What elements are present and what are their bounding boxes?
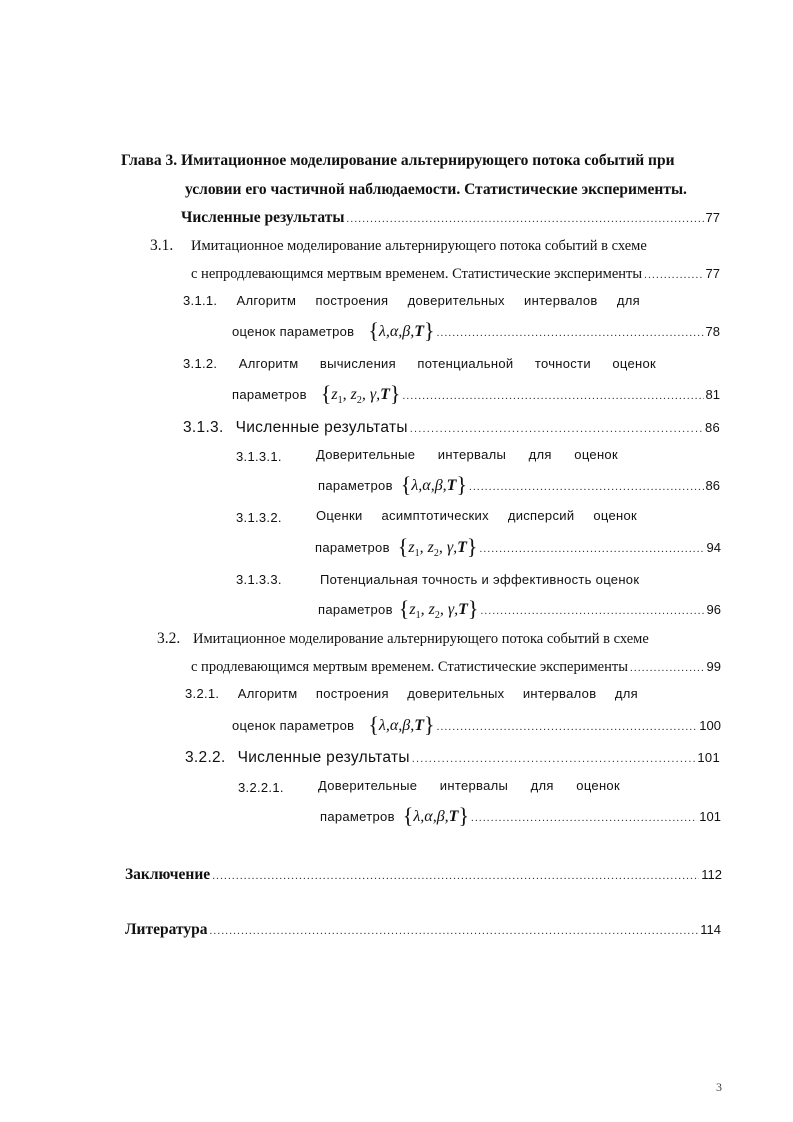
dot-leader xyxy=(480,601,704,621)
subsection-number: 3.2.2. xyxy=(185,749,226,766)
item-number: 3.1.3.3. xyxy=(236,572,282,587)
dot-leader xyxy=(402,386,703,406)
page-ref: 86 xyxy=(705,478,720,493)
word: доверительных xyxy=(407,686,505,701)
subsection-title: Численные результаты xyxy=(237,749,410,766)
page-ref: 101 xyxy=(697,750,720,765)
page-number: 3 xyxy=(716,1080,722,1094)
item-number: 3.2.2.1. xyxy=(238,780,284,795)
word: интервалы xyxy=(439,778,509,793)
dot-leader xyxy=(469,477,704,497)
parameter-set-math: {λ,α,β,T} xyxy=(402,803,469,828)
word: оценок xyxy=(576,778,620,793)
dot-leader xyxy=(471,808,697,828)
section-number: 3.2. xyxy=(157,630,181,647)
subsection-number: 3.1.3. xyxy=(183,419,224,436)
item-title-line-2: параметров xyxy=(315,540,390,555)
conclusion-title: Заключение xyxy=(125,866,211,883)
parameter-set-math: {$z_1$, $z_2$, γ,T} xyxy=(320,381,401,407)
word: вычисления xyxy=(319,356,396,371)
word: дисперсий xyxy=(507,508,575,523)
chapter-title-line-2: условии его частичной наблюдаемости. Статистические эксперименты. xyxy=(185,181,687,198)
word: для xyxy=(616,293,640,308)
page-ref: 101 xyxy=(699,809,721,824)
item-3-1-3-3-entry[interactable] xyxy=(318,596,721,626)
word: для xyxy=(528,447,552,462)
word: для xyxy=(530,778,554,793)
item-3-1-3-2-line-1 xyxy=(316,508,637,523)
word: для xyxy=(614,686,638,701)
word: потенциальной xyxy=(417,356,514,371)
item-number: 3.1.3.2. xyxy=(236,510,282,525)
dot-leader xyxy=(479,539,704,559)
subsection-3-2-1-entry[interactable] xyxy=(232,712,721,737)
dot-leader xyxy=(644,265,703,285)
chapter-title-line-3: Численные результаты xyxy=(181,209,345,226)
section-3-2-entry[interactable] xyxy=(191,657,721,678)
page-ref: 99 xyxy=(706,659,721,674)
subsection-3-2-2-entry[interactable] xyxy=(185,748,720,769)
page-ref: 100 xyxy=(699,718,721,733)
section-title-line-2: с непродлевающимся мертвым временем. Статистические эксперименты xyxy=(191,266,643,282)
word: Доверительные xyxy=(318,778,418,793)
page-ref: 96 xyxy=(706,602,721,617)
word: оценок xyxy=(574,447,618,462)
item-3-2-2-1-line-1 xyxy=(318,778,620,793)
word: интервалов xyxy=(524,293,598,308)
word: интервалов xyxy=(522,686,597,701)
dot-leader xyxy=(209,921,698,941)
word: асимптотических xyxy=(381,508,489,523)
subsection-3-1-2-entry[interactable] xyxy=(232,381,720,411)
page-ref: 81 xyxy=(705,387,720,402)
parameter-set-math: {λ,α,β,T} xyxy=(368,318,435,343)
literature-entry[interactable] xyxy=(125,920,721,941)
page-ref: 77 xyxy=(705,210,720,225)
subsection-number: 3.2.1. xyxy=(185,686,220,701)
subsection-number: 3.1.1. xyxy=(183,293,218,308)
subsection-3-2-1-line-1 xyxy=(185,686,638,701)
subsection-3-1-3-entry[interactable] xyxy=(183,418,720,439)
section-number: 3.1. xyxy=(150,237,174,254)
subsection-number: 3.1.2. xyxy=(183,356,218,371)
item-3-2-2-1-entry[interactable] xyxy=(320,803,721,828)
word: оценок xyxy=(593,508,637,523)
word: оценок xyxy=(612,356,656,371)
parameter-set-math: {λ,α,β,T} xyxy=(368,712,435,737)
item-title-line-2: параметров xyxy=(318,478,393,493)
subsection-title: Численные результаты xyxy=(235,419,408,436)
word: Оценки xyxy=(316,508,363,523)
word: Доверительные xyxy=(316,447,416,462)
word: Алгоритм xyxy=(237,686,298,701)
conclusion-entry[interactable] xyxy=(125,865,722,886)
item-3-1-3-1-line-1 xyxy=(316,447,618,462)
item-title-line-2: параметров xyxy=(318,602,393,617)
page-ref: 86 xyxy=(704,420,720,435)
literature-title: Литература xyxy=(125,921,208,938)
subsection-3-1-1-line-1 xyxy=(183,293,640,308)
section-title-line-2: с продлевающимся мертвым временем. Статистические эксперименты xyxy=(191,659,628,675)
page-ref: 112 xyxy=(701,867,722,882)
word: Алгоритм xyxy=(238,356,299,371)
section-3-1-entry[interactable] xyxy=(191,264,720,285)
word: построения xyxy=(315,293,389,308)
section-title-line-1: Имитационное моделирование альтернирующего потока событий в схеме xyxy=(193,631,649,647)
dot-leader xyxy=(437,717,698,737)
dot-leader xyxy=(410,419,703,439)
item-title-line-2: параметров xyxy=(320,809,395,824)
dot-leader xyxy=(412,749,696,769)
item-number: 3.1.3.1. xyxy=(236,449,282,464)
item-3-1-3-2-entry[interactable] xyxy=(315,534,721,564)
dot-leader xyxy=(437,323,704,343)
page-ref: 77 xyxy=(705,266,720,281)
chapter-entry[interactable] xyxy=(181,208,720,229)
subsection-title-line-2: оценок параметров xyxy=(232,718,355,733)
page-ref: 78 xyxy=(705,324,720,339)
subsection-3-1-1-entry[interactable] xyxy=(232,318,720,343)
chapter-title-line-1: Глава 3. Имитационное моделирование альтернирующего потока событий при xyxy=(121,152,675,169)
subsection-title-line-2: оценок параметров xyxy=(232,324,355,339)
page-ref: 94 xyxy=(706,540,721,555)
dot-leader xyxy=(212,866,699,886)
item-3-1-3-1-entry[interactable] xyxy=(318,472,720,497)
word: Алгоритм xyxy=(236,293,297,308)
word: построения xyxy=(315,686,389,701)
word: доверительных xyxy=(407,293,505,308)
item-3-1-3-3-line-1: Потенциальная точность и эффективность оценок xyxy=(320,572,640,587)
subsection-title-line-2: параметров xyxy=(232,387,307,402)
word: точности xyxy=(534,356,591,371)
dot-leader xyxy=(630,658,705,678)
dot-leader xyxy=(346,209,703,229)
parameter-set-math: {λ,α,β,T} xyxy=(400,472,467,497)
subsection-3-1-2-line-1 xyxy=(183,356,656,371)
parameter-set-math: {$z_1$, $z_2$, γ,T} xyxy=(398,596,479,622)
page-ref: 114 xyxy=(700,922,721,937)
parameter-set-math: {$z_1$, $z_2$, γ,T} xyxy=(397,534,478,560)
section-title-line-1: Имитационное моделирование альтернирующего потока событий в схеме xyxy=(191,238,647,254)
word: интервалы xyxy=(437,447,507,462)
